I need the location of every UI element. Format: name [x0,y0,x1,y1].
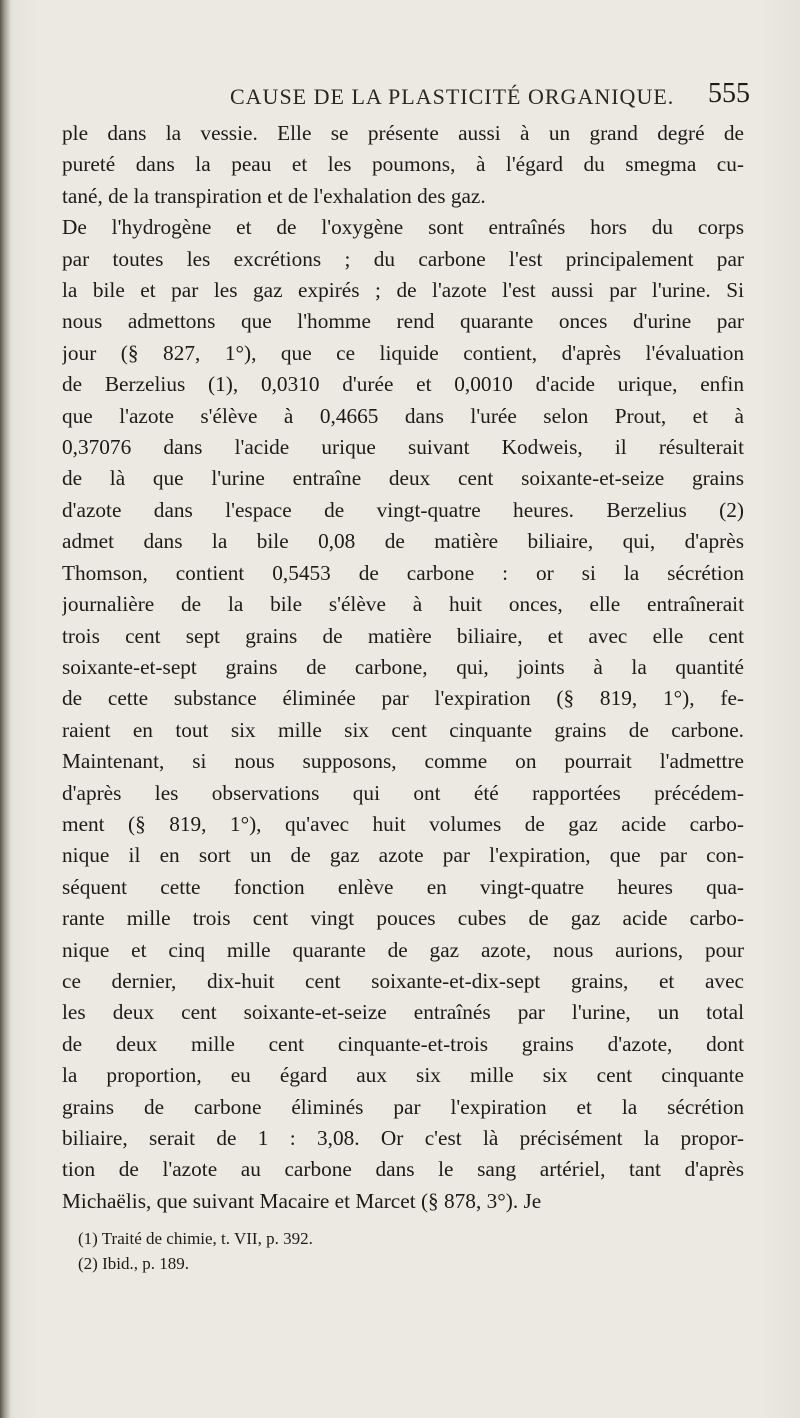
text-line: Michaëlis, que suivant Macaire et Marcet (§ 878, 3°). Je [62,1188,542,1213]
page-number: 555 [708,78,750,109]
text-line: soixante-et-sept grains de carbone, qui, joints à la quantité [62,654,744,679]
text-line: pureté dans la peau et les poumons, à l'égard du smegma cu- [62,152,744,177]
running-head: CAUSE DE LA PLASTICITÉ ORGANIQUE. [230,84,675,109]
text-line: ment (§ 819, 1°), qu'avec huit volumes de gaz acide carbo- [62,811,744,836]
footnote: (1) Traité de chimie, t. VII, p. 392. [78,1229,313,1248]
text-line: de deux mille cent cinquante-et-trois grains d'azote, dont [62,1031,744,1056]
page-header [230,78,750,114]
text-line: par toutes les excrétions ; du carbone l'est principalement par [62,246,744,271]
text-line: de là que l'urine entraîne deux cent soixante-et-seize grains [62,466,744,491]
text-line: grains de carbone éliminés par l'expiration et la sécrétion [62,1094,744,1119]
text-line: tané, de la transpiration et de l'exhalation des gaz. [62,183,486,208]
text-line: Thomson, contient 0,5453 de carbone : or si la sécrétion [62,560,744,585]
text-line: la proportion, eu égard aux six mille six cent cinquante [62,1063,744,1088]
text-line: de cette substance éliminée par l'expiration (§ 819, 1°), fe- [62,686,744,711]
footnotes [78,1226,738,1276]
text-line: De l'hydrogène et de l'oxygène sont entraînés hors du corps [62,215,744,240]
text-line: nique il en sort un de gaz azote par l'expiration, que par con- [62,843,744,868]
binding-gutter [0,0,10,1418]
text-line: tion de l'azote au carbone dans le sang artériel, tant d'après [62,1157,744,1182]
text-line: les deux cent soixante-et-seize entraînés par l'urine, un total [62,1000,744,1025]
text-line: la bile et par les gaz expirés ; de l'azote l'est aussi par l'urine. Si [62,278,744,303]
footnote: (2) Ibid., p. 189. [78,1254,189,1273]
text-line: de Berzelius (1), 0,0310 d'urée et 0,0010 d'acide urique, enfin [62,372,744,397]
text-line: nique et cinq mille quarante de gaz azote, nous aurions, pour [62,937,744,962]
text-line: nous admettons que l'homme rend quarante onces d'urine par [62,309,744,334]
text-line: séquent cette fonction enlève en vingt-quatre heures qua- [62,874,744,899]
text-line: raient en tout six mille six cent cinquante grains de carbone. [62,717,744,742]
text-line: trois cent sept grains de matière biliaire, et avec elle cent [62,623,744,648]
text-line: Maintenant, si nous supposons, comme on pourrait l'admettre [62,749,744,774]
text-line: jour (§ 827, 1°), que ce liquide contient, d'après l'évaluation [62,340,744,365]
body-text [62,118,744,1217]
text-line: rante mille trois cent vingt pouces cubes de gaz acide carbo- [62,906,744,931]
text-line: journalière de la bile s'élève à huit onces, elle entraînerait [62,592,744,617]
text-line: admet dans la bile 0,08 de matière biliaire, qui, d'après [62,529,744,554]
text-line: que l'azote s'élève à 0,4665 dans l'urée selon Prout, et à [62,403,744,428]
text-line: 0,37076 dans l'acide urique suivant Kodweis, il résulterait [62,435,744,460]
text-line: ple dans la vessie. Elle se présente aussi à un grand degré de [62,121,744,145]
text-line: ce dernier, dix-huit cent soixante-et-dix-sept grains, et avec [62,968,744,993]
text-line: biliaire, serait de 1 : 3,08. Or c'est là précisément la propor- [62,1126,744,1150]
text-line: d'après les observations qui ont été rapportées précédem- [62,780,744,805]
text-line: d'azote dans l'espace de vingt-quatre heures. Berzelius (2) [62,497,744,522]
